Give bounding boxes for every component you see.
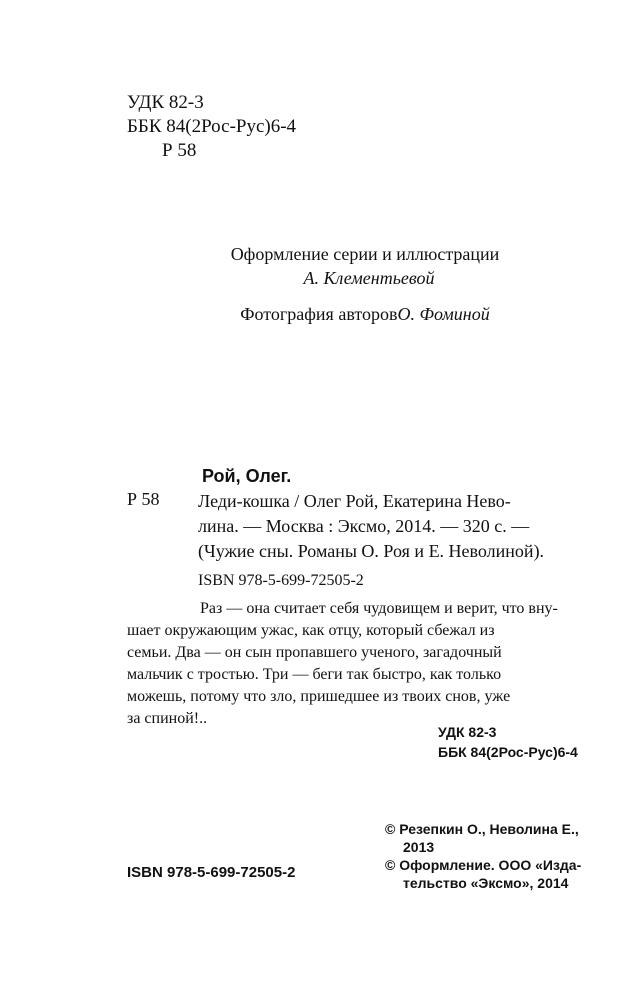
annotation-line: семьи. Два — он сын пропавшего ученого, загадочный xyxy=(127,644,502,661)
bbk-code: ББК 84(2Рос-Рус)6-4 xyxy=(127,116,297,137)
bibliographic-line: лина. — Москва : Эксмо, 2014. — 320 с. — xyxy=(198,516,530,536)
author-mark: Р 58 xyxy=(162,140,197,161)
bibliographic-description xyxy=(198,489,588,564)
photographer-name: О. Фоминой xyxy=(397,304,490,324)
credits-block xyxy=(130,243,600,325)
classification-codes-top xyxy=(127,92,296,164)
annotation-line: за спиной!.. xyxy=(127,710,208,727)
photo-credit xyxy=(130,303,600,325)
annotation-line: можешь, потому что зло, пришедшее из твоих снов, уже xyxy=(127,688,511,705)
catalog-isbn: ISBN 978-5-699-72505-2 xyxy=(198,572,364,589)
classification-codes-right xyxy=(438,722,578,762)
annotation-line: Раз — она считает себя чудовищем и верит, что вну- xyxy=(200,600,558,617)
photo-credit-label: Фотография авторов xyxy=(240,304,398,324)
catalog-author-heading: Рой, Олег. xyxy=(202,466,292,486)
copyright-line: © Оформление. ООО «Изда- xyxy=(385,857,582,873)
footer-isbn: ISBN 978-5-699-72505-2 xyxy=(127,864,296,881)
bibliographic-line: (Чужие сны. Романы О. Роя и Е. Неволиной). xyxy=(198,541,545,561)
udk-code: УДК 82-3 xyxy=(127,92,204,113)
copyright-line: 2013 xyxy=(403,839,435,855)
bibliographic-line: Леди-кошка / Олег Рой, Екатерина Нево- xyxy=(198,491,511,511)
catalog-author-mark: Р 58 xyxy=(127,489,160,509)
annotation-line: шает окружающим ужас, как отцу, который сбежал из xyxy=(127,622,495,639)
udk-code: УДК 82-3 xyxy=(438,724,497,740)
annotation xyxy=(127,598,587,730)
series-design-credit: Оформление серии и иллюстрации xyxy=(230,244,500,264)
copyright-line: © Резепкин О., Неволина Е., xyxy=(385,821,579,837)
bbk-code: ББК 84(2Рос-Рус)6-4 xyxy=(438,744,578,760)
illustrator-name: А. Клементьевой xyxy=(303,268,435,288)
annotation-line: мальчик с тростью. Три — беги так быстро, как только xyxy=(127,666,502,683)
copyright-line: тельство «Эксмо», 2014 xyxy=(403,875,569,891)
copyright-block xyxy=(385,820,581,892)
